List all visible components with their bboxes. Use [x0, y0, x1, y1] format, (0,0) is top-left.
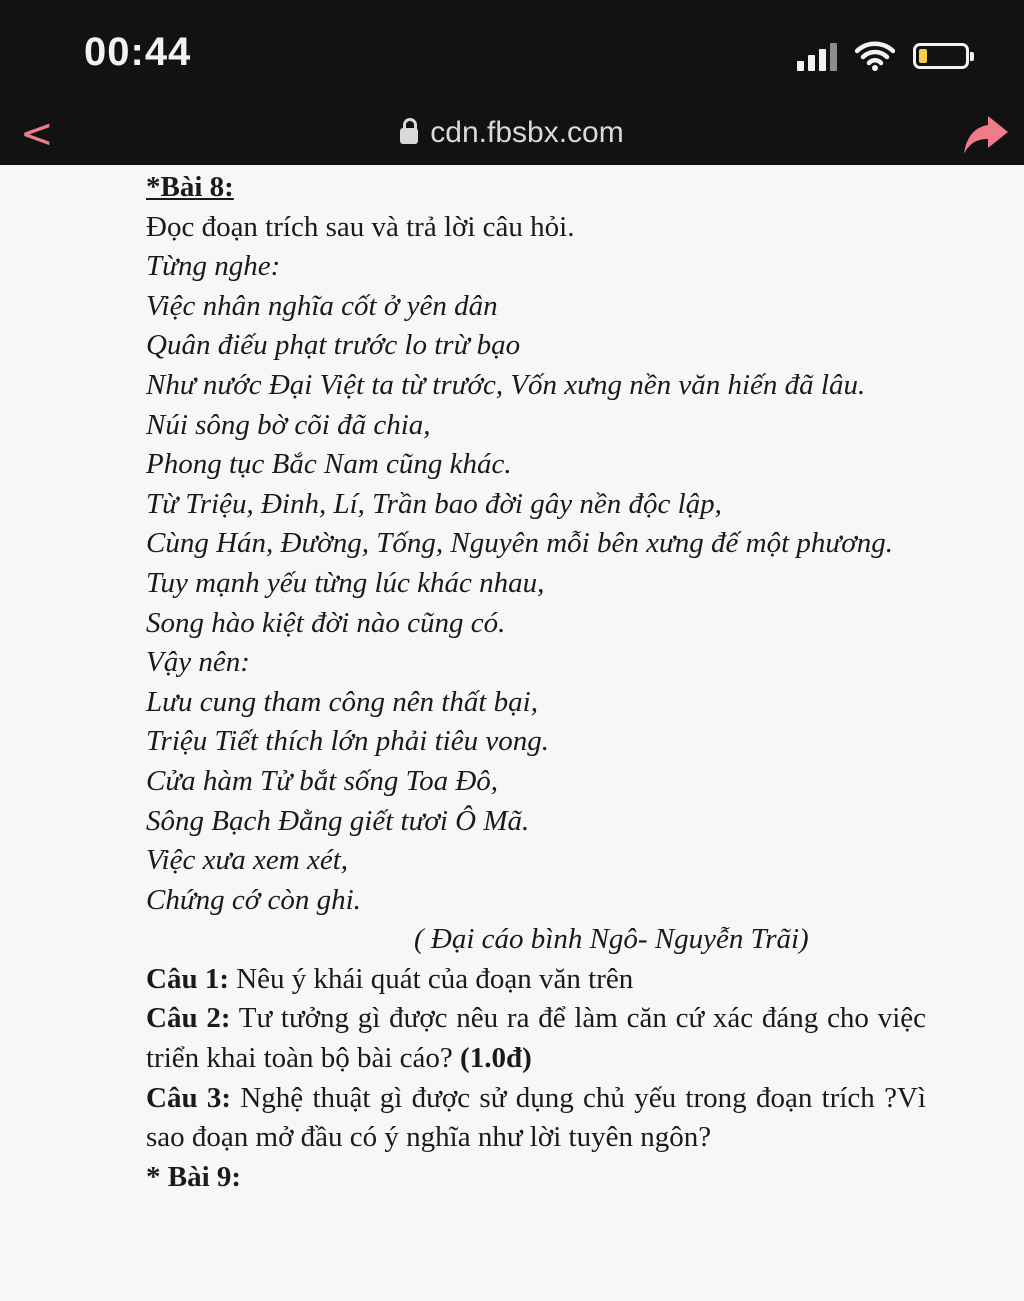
- poem-line: Tuy mạnh yếu từng lúc khác nhau,: [146, 566, 545, 599]
- poem-line: Núi sông bờ cõi đã chia,: [146, 408, 431, 441]
- wifi-icon: [855, 40, 895, 72]
- poem-line: Chứng cớ còn ghi.: [146, 883, 361, 916]
- question-label: Câu 1:: [146, 962, 229, 995]
- poem-line: Triệu Tiết thích lớn phải tiêu vong.: [146, 725, 549, 758]
- back-button[interactable]: <: [20, 111, 54, 157]
- poem-line: Phong tục Bắc Nam cũng khác.: [146, 448, 512, 481]
- cellular-signal-icon: [797, 41, 837, 71]
- question-label: Câu 2:: [146, 1002, 231, 1035]
- question-text: Tư tưởng gì được nêu ra để làm căn cứ xác đáng cho việc triển khai toàn bộ bài cáo?: [146, 1002, 926, 1075]
- status-time: 00:44: [84, 30, 192, 74]
- poem-line: Cửa hàm Tử bắt sống Toa Đô,: [146, 764, 499, 797]
- status-icons: [797, 38, 969, 74]
- question-text: Nghệ thuật gì được sử dụng chủ yếu trong đoạn trích ?Vì sao đoạn mở đầu có ý nghĩa như lời tuyên ngôn?: [146, 1081, 926, 1154]
- poem-line: Từng nghe:: [146, 250, 281, 283]
- url-text: cdn.fbsbx.com: [430, 116, 624, 149]
- exercise-heading: *Bài 8:: [146, 171, 234, 203]
- source-citation: ( Đại cáo bình Ngô- Nguyễn Trãi): [414, 923, 809, 956]
- poem-line: Như nước Đại Việt ta từ trước, Vốn xưng nền văn hiến đã lâu.: [146, 368, 866, 401]
- question-1: [146, 960, 926, 1000]
- poem-line: Vậy nên:: [146, 646, 250, 679]
- question-points: (1.0đ): [460, 1042, 532, 1075]
- address-bar[interactable]: [0, 116, 1024, 150]
- question-2: [146, 999, 926, 1078]
- poem-line: Quân điếu phạt trước lo trừ bạo: [146, 329, 521, 362]
- poem-line: Lưu cung tham công nên thất bại,: [146, 685, 538, 718]
- instruction-text: Đọc đoạn trích sau và trả lời câu hỏi.: [146, 210, 575, 243]
- question-label: Câu 3:: [146, 1081, 232, 1114]
- poem-line: Song hào kiệt đời nào cũng có.: [146, 606, 506, 639]
- question-3: [146, 1079, 926, 1158]
- poem-line: Từ Triệu, Đinh, Lí, Trần bao đời gây nền độc lập,: [146, 487, 722, 520]
- share-arrow-icon[interactable]: [962, 112, 1010, 158]
- question-text: Nêu ý khái quát của đoạn văn trên: [228, 962, 634, 995]
- poem-line: Cùng Hán, Đường, Tống, Nguyên mỗi bên xưng đế một phương.: [146, 527, 893, 560]
- battery-low-icon: [913, 43, 969, 69]
- next-exercise-heading: * Bài 9:: [146, 1160, 242, 1193]
- document-page: [146, 168, 926, 1197]
- lock-icon: [400, 128, 418, 144]
- poem-line: Việc xưa xem xét,: [146, 844, 349, 877]
- poem-line: Việc nhân nghĩa cốt ở yên dân: [146, 289, 498, 322]
- phone-top-bar: [0, 0, 1024, 165]
- poem-line: Sông Bạch Đằng giết tươi Ô Mã.: [146, 804, 530, 837]
